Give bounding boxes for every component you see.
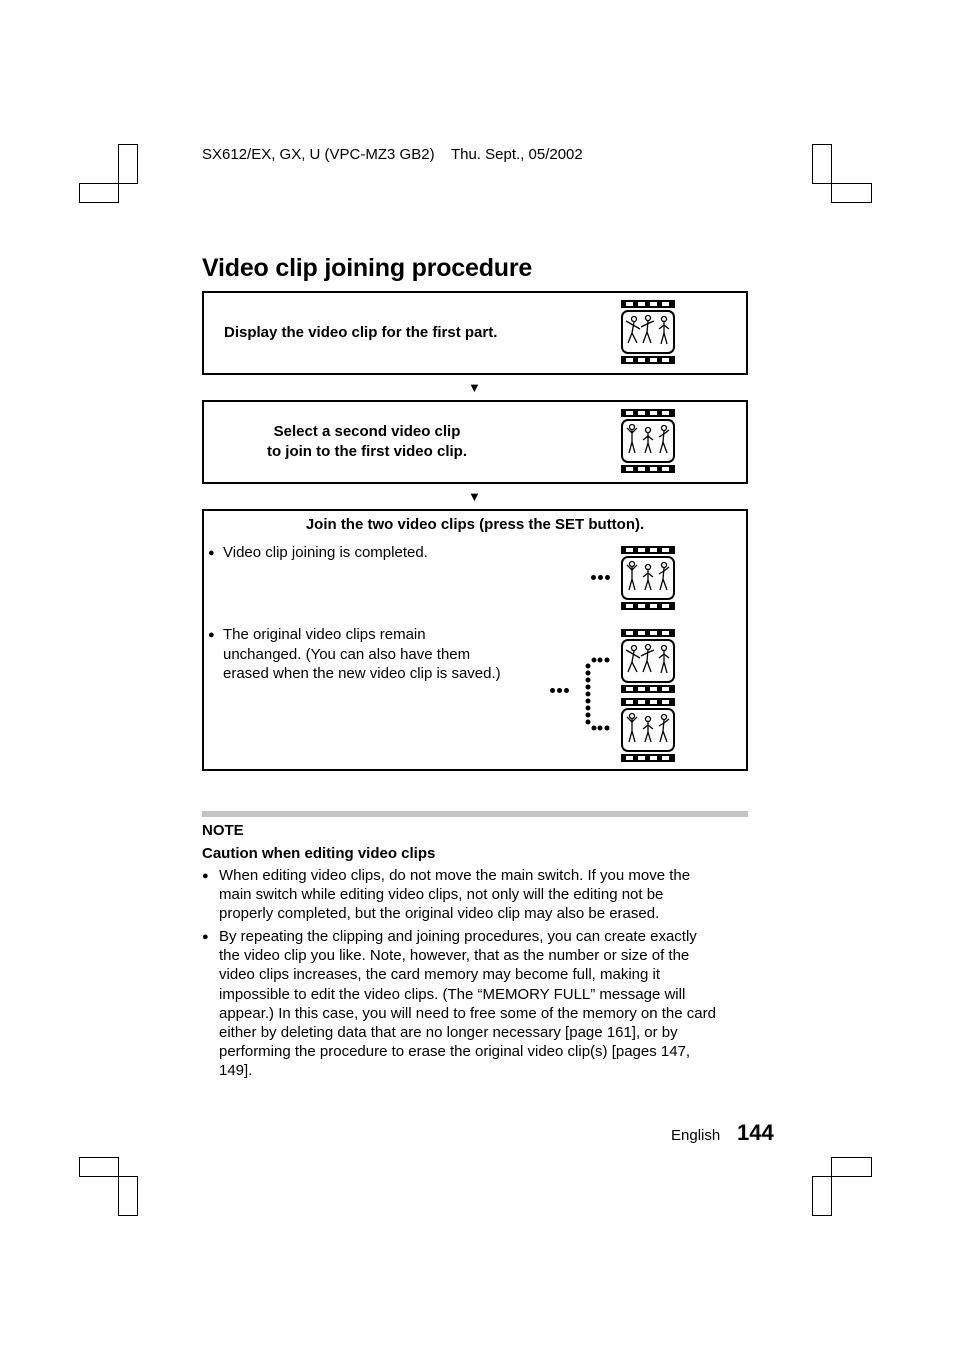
bullet-icon: ●	[208, 547, 215, 559]
note-item-2-line-7: performing the procedure to erase the original video clip(s) [pages 147,	[219, 1043, 691, 1061]
connector-dot	[557, 688, 562, 693]
connector-dot	[598, 575, 603, 580]
note-divider	[202, 811, 748, 817]
note-item-1-line-2: main switch while editing video clips, not only will the editing not be	[219, 886, 664, 904]
bullet-icon: ●	[202, 870, 209, 882]
film-strip-icon	[620, 408, 676, 474]
crop-mark-icon	[812, 1176, 832, 1216]
connector-dot	[564, 688, 569, 693]
step-3-box	[202, 509, 748, 771]
note-item-2-line-2: the video clip you like. Note, however, that as the number or size of the	[219, 947, 690, 965]
step-2-box	[202, 400, 748, 484]
note-item-2-line-4: impossible to edit the video clips. (The “MEMORY FULL” message will	[219, 985, 686, 1003]
note-item-1-line-1: When editing video clips, do not move the main switch. If you move the	[219, 867, 691, 884]
down-arrow-icon: ▼	[468, 380, 481, 395]
film-strip-icon	[620, 697, 676, 763]
note-subheading: Caution when editing video clips	[202, 845, 436, 862]
footer-language: English	[671, 1127, 721, 1144]
note-item-2-line-1: By repeating the clipping and joining procedures, you can create exactly	[219, 928, 697, 945]
note-item-2	[202, 927, 748, 1083]
note-item-2-line-3: video clips increases, the card memory may become full, making it	[219, 966, 661, 984]
step-2-line-1: Select a second video clip	[273, 423, 461, 440]
page-title: Video clip joining procedure	[202, 254, 533, 282]
bracket-connector	[582, 654, 612, 734]
bullet-icon: ●	[202, 931, 209, 943]
connector-dot	[591, 575, 596, 580]
step-3-heading: Join the two video clips (press the SET button).	[305, 516, 645, 533]
connector-dot	[605, 575, 610, 580]
crop-mark-icon	[812, 144, 832, 184]
step-2-line-2: to join to the first video clip.	[266, 443, 467, 460]
film-strip-icon	[620, 545, 676, 611]
step-3-bullet-1: Video clip joining is completed.	[223, 544, 428, 561]
note-item-1	[202, 866, 748, 926]
step-3-bullet-2-line-2: unchanged. (You can also have them	[223, 645, 471, 663]
note-item-2-line-5: appear.) In this case, you will need to free some of the memory on the card	[219, 1004, 716, 1022]
crop-mark-icon	[831, 183, 872, 203]
step-3-bullet-2	[223, 625, 501, 684]
step-3-bullet-2-line-3: erased when the new video clip is saved.)	[223, 665, 501, 682]
document-header: SX612/EX, GX, U (VPC-MZ3 GB2) Thu. Sept., 05/2002	[202, 146, 583, 163]
note-item-2-line-6: either by deleting data that are no longer necessary [page 161], or by	[219, 1024, 678, 1042]
note-item-2-line-8: 149].	[219, 1062, 253, 1080]
crop-mark-icon	[79, 1157, 119, 1177]
connector-dot	[550, 688, 555, 693]
step-2-text	[244, 422, 490, 462]
film-strip-icon	[620, 299, 676, 365]
crop-mark-icon	[118, 144, 138, 184]
crop-mark-icon	[79, 183, 119, 203]
crop-mark-icon	[831, 1157, 872, 1177]
down-arrow-icon: ▼	[468, 489, 481, 504]
crop-mark-icon	[118, 1176, 138, 1216]
step-3-bullet-2-line-1: The original video clips remain	[223, 626, 426, 643]
note-item-2-text	[219, 927, 745, 1081]
note-label: NOTE	[202, 822, 244, 839]
step-1-text: Display the video clip for the first part.	[224, 324, 498, 341]
note-item-1-line-3: properly completed, but the original video clip may also be erased.	[219, 905, 660, 923]
step-1-box	[202, 291, 748, 375]
note-item-1-text	[219, 866, 745, 924]
film-strip-icon	[620, 628, 676, 694]
bullet-icon: ●	[208, 629, 215, 641]
page-number: 144	[737, 1120, 774, 1145]
